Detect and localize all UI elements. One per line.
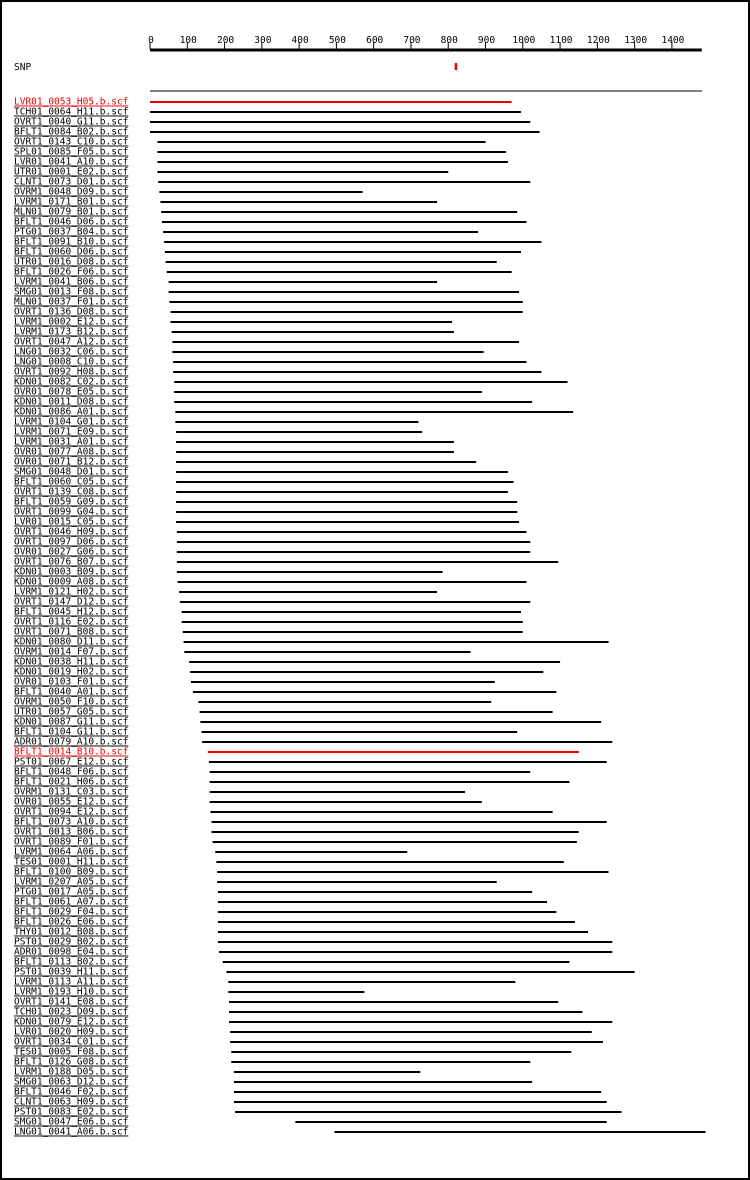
read-label: BFLT1_0060_C05.b.scf (14, 476, 129, 488)
read-label: BFLT1_0048_F06.b.scf (14, 766, 129, 778)
read-label: LVR01_0053_H05.b.scf (14, 96, 129, 108)
read-label: BFLT1_0126_G08.b.scf (14, 1056, 129, 1068)
read-label: LVRM1_0064_A06.b.scf (14, 846, 129, 858)
read-label: CLNT1_0063_H09.b.scf (14, 1096, 129, 1108)
read-label: BFLT1_0046_D06.b.scf (14, 216, 129, 228)
read-label: KDN01_0009_A08.b.scf (14, 576, 129, 588)
read-label: PST01_0029_B02.b.scf (14, 936, 129, 948)
read-label: OVR01_0055_E12.b.scf (14, 796, 129, 808)
read-label: BFLT1_0045_H12.b.scf (14, 606, 129, 618)
read-label: OVRT1_0097_D06.b.scf (14, 536, 129, 548)
ruler-tick-label: 1000 (512, 35, 536, 46)
read-label: ADR01_0079_A10.b.scf (14, 736, 129, 748)
snp-marker (455, 63, 458, 70)
read-label: OVRT1_0116_E02.b.scf (14, 616, 129, 628)
read-label: SMG01_0048_D01.b.scf (14, 466, 129, 478)
read-label: OVRT1_0143_C10.b.scf (14, 136, 129, 148)
read-label: BFLT1_0040_A01.b.scf (14, 686, 129, 698)
ruler-tick-label: 300 (254, 35, 272, 46)
read-label: ADR01_0098_E04.b.scf (14, 946, 129, 958)
read-label: KDN01_0079_E12.b.scf (14, 1016, 129, 1028)
ruler-tick-label: 200 (216, 35, 235, 46)
read-label: LVRM1_0002_E12.b.scf (14, 316, 129, 328)
read-label: OVRT1_0071_B08.b.scf (14, 626, 129, 638)
read-label: LVR01_0041_A10.b.scf (14, 156, 129, 168)
read-label: KDN01_0003_B09.b.scf (14, 566, 129, 578)
read-label: OVR01_0071_B12.b.scf (14, 456, 129, 468)
read-label: LVRM1_0031_A01.b.scf (14, 436, 129, 448)
read-label: KDN01_0087_G11.b.scf (14, 716, 129, 728)
read-label: UTR01_0001_E02.b.scf (14, 166, 129, 178)
read-label: LVRM1_0207_A05.b.scf (14, 876, 129, 888)
read-label: OVRT1_0094_E12.b.scf (14, 806, 129, 818)
ruler-tick-label: 700 (403, 35, 421, 46)
read-label: SMG01_0013_F08.b.scf (14, 286, 129, 298)
read-label: TES01_0005_F08.b.scf (14, 1046, 129, 1058)
read-label: BFLT1_0084_B02.b.scf (14, 126, 129, 138)
read-label: UTR01_0057_G05.b.scf (14, 706, 129, 718)
ruler-tick-label: 1300 (624, 35, 648, 46)
read-label: OVRT1_0147_D12.b.scf (14, 596, 129, 608)
read-label: KDN01_0019_H02.b.scf (14, 666, 129, 678)
read-label: MLN01_0079_B01.b.scf (14, 206, 129, 218)
read-label: PST01_0067_E12.b.scf (14, 756, 129, 768)
read-label: BFLT1_0021_H06.b.scf (14, 776, 129, 788)
ruler-tick-label: 1100 (549, 35, 573, 46)
read-label: BFLT1_0026_F06.b.scf (14, 266, 129, 278)
ruler-tick-label: 600 (366, 35, 384, 46)
read-label: OVRT1_0034_C01.b.scf (14, 1036, 129, 1048)
ruler-tick-label: 900 (477, 35, 496, 46)
read-label: OVR01_0077_A08.b.scf (14, 446, 129, 458)
ruler-tick-label: 400 (291, 35, 309, 46)
read-label: PST01_0083_E02.b.scf (14, 1106, 129, 1118)
read-label: OVRM1_0131_C03.b.scf (14, 786, 129, 798)
read-label: BFLT1_0073_A10.b.scf (14, 816, 129, 828)
read-label: UTR01_0016_D08.b.scf (14, 256, 129, 268)
ruler-tick-label: 1400 (661, 35, 685, 46)
read-label: BFLT1_0100_B09.b.scf (14, 866, 129, 878)
alignment-svg (2, 2, 748, 1178)
read-label: BFLT1_0060_D06.b.scf (14, 246, 129, 258)
read-label: BFLT1_0029_F04.b.scf (14, 906, 129, 918)
ruler-tick-label: 1200 (586, 35, 610, 46)
read-label: MLN01_0037_F01.b.scf (14, 296, 129, 308)
read-label: OVRT1_0099_G04.b.scf (14, 506, 129, 518)
read-label: OVRM1_0050_F10.b.scf (14, 696, 129, 708)
read-label: PST01_0039_H11.b.scf (14, 966, 129, 978)
read-label: LNG01_0032_C06.b.scf (14, 346, 129, 358)
read-label: KDN01_0082_C02.b.scf (14, 376, 129, 388)
read-label: LVRM1_0188_D05.b.scf (14, 1066, 129, 1078)
read-label: LVRM1_0121_H02.b.scf (14, 586, 129, 598)
read-label: TCH01_0023_D09.b.scf (14, 1006, 129, 1018)
read-label: OVR01_0103_F01.b.scf (14, 676, 129, 688)
read-label: LVR01_0015_C05.b.scf (14, 516, 129, 528)
read-label: OVR01_0027_G06.b.scf (14, 546, 129, 558)
read-label: LVRM1_0193_H10.b.scf (14, 986, 129, 998)
read-label: BFLT1_0046_F02.b.scf (14, 1086, 129, 1098)
read-label: TCH01_0064_H11.b.scf (14, 106, 129, 118)
read-label: LVRM1_0071_E09.b.scf (14, 426, 129, 438)
read-label: LVRM1_0173_B12.b.scf (14, 326, 129, 338)
read-label: BFLT1_0014_B10.b.scf (14, 746, 129, 758)
read-label: OVRT1_0013_B06.b.scf (14, 826, 129, 838)
read-label: PTG01_0017_A05.b.scf (14, 886, 129, 898)
read-label: THY01_0012_B08.b.scf (14, 926, 129, 938)
read-label: LNG01_0041_A06.b.scf (14, 1126, 129, 1138)
read-label: LVRM1_0041_B06.b.scf (14, 276, 129, 288)
read-label: BFLT1_0061_A07.b.scf (14, 896, 129, 908)
read-label: KDN01_0038_H11.b.scf (14, 656, 129, 668)
read-label: KDN01_0086_A01.b.scf (14, 406, 129, 418)
read-label: OVRT1_0046_H09.b.scf (14, 526, 129, 538)
read-label: OVRT1_0139_C08.b.scf (14, 486, 129, 498)
snp-label: SNP (14, 62, 32, 73)
read-label: OVRT1_0092_H08.b.scf (14, 366, 129, 378)
read-label: OVRT1_0076_B07.b.scf (14, 556, 129, 568)
read-label: LVRM1_0113_A11.b.scf (14, 976, 129, 988)
read-label: CLNT1_0073_D01.b.scf (14, 176, 129, 188)
read-label: LVR01_0020_H09.b.scf (14, 1026, 129, 1038)
read-label: OVRM1_0014_F07.b.scf (14, 646, 129, 658)
read-label: LVRM1_0171_B01.b.scf (14, 196, 129, 208)
read-label: BFLT1_0113_B02.b.scf (14, 956, 129, 968)
read-label: LVRM1_0104_G01.b.scf (14, 416, 129, 428)
read-label: OVRM1_0048_D09.b.scf (14, 186, 129, 198)
read-label: OVRT1_0047_A12.b.scf (14, 336, 129, 348)
read-label: PTG01_0037_B04.b.scf (14, 226, 129, 238)
ruler-tick-label: 800 (440, 35, 458, 46)
ruler-tick-label: 500 (328, 35, 346, 46)
read-label: BFLT1_0059_G09.b.scf (14, 496, 129, 508)
read-label: TES01_0001_H11.b.scf (14, 856, 129, 868)
read-label: LNG01_0008_C10.b.scf (14, 356, 129, 368)
read-label: SMG01_0047_E06.b.scf (14, 1116, 129, 1128)
read-label: OVRT1_0089_F01.b.scf (14, 836, 129, 848)
read-label: BFLT1_0091_B10.b.scf (14, 236, 129, 248)
read-label: SMG01_0063_D12.b.scf (14, 1076, 129, 1088)
ruler-tick-label: 0 (148, 35, 154, 46)
read-label: KDN01_0011_D08.b.scf (14, 396, 129, 408)
read-label: BFLT1_0026_E06.b.scf (14, 916, 129, 928)
read-label: SPL01_0085_F05.b.scf (14, 146, 129, 158)
read-label: OVRT1_0141_E08.b.scf (14, 996, 129, 1008)
read-label: OVRT1_0136_D08.b.scf (14, 306, 129, 318)
read-label: OVR01_0078_E05.b.scf (14, 386, 129, 398)
ruler-tick-label: 100 (179, 35, 197, 46)
read-label: BFLT1_0104_G11.b.scf (14, 726, 129, 738)
read-label: KDN01_0080_D11.b.scf (14, 636, 129, 648)
read-label: OVRT1_0040_G11.b.scf (14, 116, 129, 128)
